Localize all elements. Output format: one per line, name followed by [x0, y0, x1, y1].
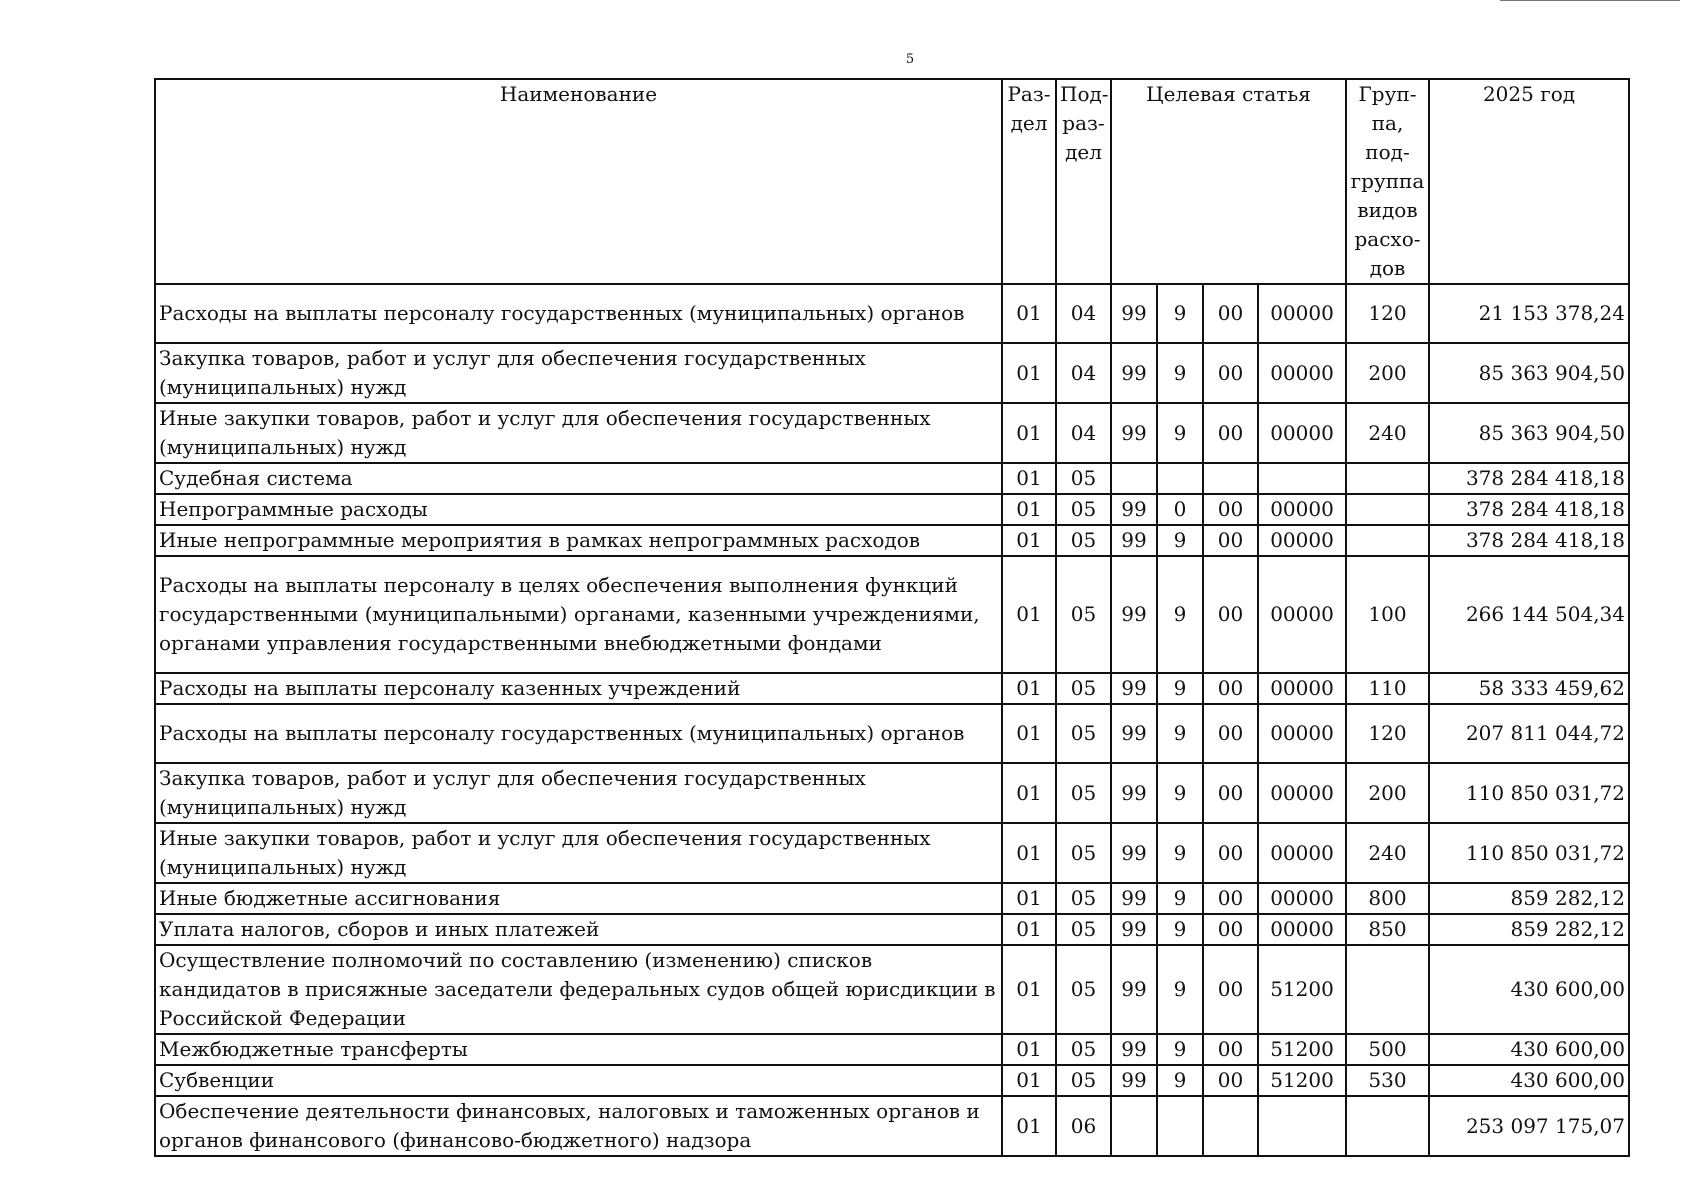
- row-section: 01: [1002, 284, 1056, 343]
- row-target-program: [1111, 463, 1157, 494]
- table-row: [155, 883, 1629, 914]
- row-amount: 378 284 418,18: [1429, 494, 1629, 525]
- row-target-main-event: 00: [1203, 883, 1258, 914]
- row-name: Иные закупки товаров, работ и услуг для обеспечения государственных (муниципальных) нужд: [155, 823, 1002, 883]
- row-section: 01: [1002, 1065, 1056, 1096]
- row-target-subprogram: 9: [1157, 673, 1203, 704]
- row-section: 01: [1002, 403, 1056, 463]
- page-number: 5: [905, 52, 915, 67]
- row-target-program: 99: [1111, 556, 1157, 673]
- row-target-direction: [1258, 463, 1346, 494]
- row-subsection: 05: [1056, 494, 1111, 525]
- row-subsection: 05: [1056, 883, 1111, 914]
- row-subsection: 05: [1056, 673, 1111, 704]
- row-amount: 430 600,00: [1429, 1034, 1629, 1065]
- table-row: [155, 945, 1629, 1034]
- header-section: Раз- дел: [1002, 79, 1056, 284]
- row-amount: 21 153 378,24: [1429, 284, 1629, 343]
- row-expense-group: 530: [1346, 1065, 1429, 1096]
- table-row: [155, 494, 1629, 525]
- row-expense-group: 100: [1346, 556, 1429, 673]
- row-expense-group: [1346, 525, 1429, 556]
- row-target-subprogram: 9: [1157, 284, 1203, 343]
- row-section: 01: [1002, 704, 1056, 763]
- header-row: [155, 79, 1629, 284]
- row-target-direction: 00000: [1258, 883, 1346, 914]
- row-target-subprogram: 9: [1157, 556, 1203, 673]
- row-target-program: 99: [1111, 525, 1157, 556]
- row-subsection: 05: [1056, 556, 1111, 673]
- table-row: [155, 1096, 1629, 1156]
- row-section: 01: [1002, 823, 1056, 883]
- row-target-main-event: 00: [1203, 525, 1258, 556]
- row-target-subprogram: [1157, 463, 1203, 494]
- row-section: 01: [1002, 673, 1056, 704]
- row-target-direction: 00000: [1258, 556, 1346, 673]
- row-target-main-event: 00: [1203, 945, 1258, 1034]
- row-expense-group: 110: [1346, 673, 1429, 704]
- table-row: [155, 823, 1629, 883]
- row-name: Субвенции: [155, 1065, 1002, 1096]
- row-amount: 378 284 418,18: [1429, 463, 1629, 494]
- row-target-subprogram: 9: [1157, 1034, 1203, 1065]
- row-section: 01: [1002, 556, 1056, 673]
- row-target-main-event: 00: [1203, 494, 1258, 525]
- row-subsection: 05: [1056, 463, 1111, 494]
- row-section: 01: [1002, 1096, 1056, 1156]
- row-target-main-event: 00: [1203, 1065, 1258, 1096]
- table-row: [155, 763, 1629, 823]
- table-row: [155, 556, 1629, 673]
- row-subsection: 05: [1056, 763, 1111, 823]
- row-target-subprogram: 9: [1157, 763, 1203, 823]
- row-target-program: 99: [1111, 673, 1157, 704]
- row-subsection: 05: [1056, 704, 1111, 763]
- table-row: [155, 343, 1629, 403]
- row-name: Закупка товаров, работ и услуг для обеспечения государственных (муниципальных) нужд: [155, 343, 1002, 403]
- row-expense-group: 200: [1346, 343, 1429, 403]
- row-target-direction: 51200: [1258, 945, 1346, 1034]
- row-target-program: 99: [1111, 883, 1157, 914]
- row-amount: 253 097 175,07: [1429, 1096, 1629, 1156]
- row-target-subprogram: 9: [1157, 883, 1203, 914]
- row-expense-group: [1346, 1096, 1429, 1156]
- row-target-program: 99: [1111, 1034, 1157, 1065]
- row-section: 01: [1002, 763, 1056, 823]
- row-name: Иные бюджетные ассигнования: [155, 883, 1002, 914]
- row-target-program: [1111, 1096, 1157, 1156]
- row-target-program: 99: [1111, 763, 1157, 823]
- row-amount: 266 144 504,34: [1429, 556, 1629, 673]
- row-section: 01: [1002, 463, 1056, 494]
- row-target-subprogram: 9: [1157, 823, 1203, 883]
- row-expense-group: 120: [1346, 704, 1429, 763]
- row-name: Иные непрограммные мероприятия в рамках непрограммных расходов: [155, 525, 1002, 556]
- row-amount: 110 850 031,72: [1429, 823, 1629, 883]
- row-target-direction: 00000: [1258, 673, 1346, 704]
- row-target-subprogram: 9: [1157, 403, 1203, 463]
- row-subsection: 05: [1056, 945, 1111, 1034]
- table-row: [155, 1065, 1629, 1096]
- row-target-program: 99: [1111, 284, 1157, 343]
- row-name: Закупка товаров, работ и услуг для обеспечения государственных (муниципальных) нужд: [155, 763, 1002, 823]
- row-amount: 430 600,00: [1429, 1065, 1629, 1096]
- row-name: Обеспечение деятельности финансовых, налоговых и таможенных органов и органов финансового (финансово-бюджетного) надзора: [155, 1096, 1002, 1156]
- row-section: 01: [1002, 883, 1056, 914]
- budget-table: [154, 78, 1630, 1157]
- row-target-program: 99: [1111, 494, 1157, 525]
- table-row: [155, 403, 1629, 463]
- table-row: [155, 284, 1629, 343]
- row-expense-group: 500: [1346, 1034, 1429, 1065]
- row-target-direction: 00000: [1258, 403, 1346, 463]
- header-expense-group: Груп- па, под- группа видов расхо- дов: [1346, 79, 1429, 284]
- row-name: Расходы на выплаты персоналу государственных (муниципальных) органов: [155, 704, 1002, 763]
- row-expense-group: 240: [1346, 403, 1429, 463]
- row-target-direction: 00000: [1258, 525, 1346, 556]
- row-target-program: 99: [1111, 823, 1157, 883]
- row-name: Расходы на выплаты персоналу в целях обеспечения выполнения функций государственными (муниципальными) органами, казенными учреждениями, органами управления государственными внебюджетными фондами: [155, 556, 1002, 673]
- row-subsection: 04: [1056, 284, 1111, 343]
- row-target-subprogram: 9: [1157, 945, 1203, 1034]
- row-amount: 58 333 459,62: [1429, 673, 1629, 704]
- table-row: [155, 1034, 1629, 1065]
- table-row: [155, 704, 1629, 763]
- row-amount: 110 850 031,72: [1429, 763, 1629, 823]
- row-subsection: 06: [1056, 1096, 1111, 1156]
- row-amount: 85 363 904,50: [1429, 403, 1629, 463]
- row-expense-group: [1346, 463, 1429, 494]
- row-target-main-event: 00: [1203, 403, 1258, 463]
- row-section: 01: [1002, 1034, 1056, 1065]
- row-expense-group: 240: [1346, 823, 1429, 883]
- row-subsection: 05: [1056, 914, 1111, 945]
- row-expense-group: [1346, 945, 1429, 1034]
- row-amount: 430 600,00: [1429, 945, 1629, 1034]
- row-target-direction: 00000: [1258, 704, 1346, 763]
- row-target-direction: 51200: [1258, 1034, 1346, 1065]
- row-amount: 859 282,12: [1429, 883, 1629, 914]
- row-expense-group: 120: [1346, 284, 1429, 343]
- row-target-main-event: 00: [1203, 284, 1258, 343]
- row-target-direction: 00000: [1258, 494, 1346, 525]
- row-target-main-event: [1203, 463, 1258, 494]
- row-target-program: 99: [1111, 914, 1157, 945]
- header-year: 2025 год: [1429, 79, 1629, 284]
- row-section: 01: [1002, 525, 1056, 556]
- row-subsection: 05: [1056, 1065, 1111, 1096]
- row-amount: 378 284 418,18: [1429, 525, 1629, 556]
- row-target-main-event: 00: [1203, 343, 1258, 403]
- header-name: Наименование: [155, 79, 1002, 284]
- row-expense-group: 850: [1346, 914, 1429, 945]
- header-target-article: Целевая статья: [1111, 79, 1346, 284]
- row-expense-group: [1346, 494, 1429, 525]
- row-target-main-event: 00: [1203, 823, 1258, 883]
- row-target-direction: [1258, 1096, 1346, 1156]
- row-name: Уплата налогов, сборов и иных платежей: [155, 914, 1002, 945]
- row-name: Непрограммные расходы: [155, 494, 1002, 525]
- row-expense-group: 800: [1346, 883, 1429, 914]
- row-target-subprogram: 9: [1157, 914, 1203, 945]
- row-target-program: 99: [1111, 343, 1157, 403]
- row-name: Расходы на выплаты персоналу казенных учреждений: [155, 673, 1002, 704]
- row-section: 01: [1002, 343, 1056, 403]
- row-target-main-event: 00: [1203, 704, 1258, 763]
- row-subsection: 05: [1056, 1034, 1111, 1065]
- row-expense-group: 200: [1346, 763, 1429, 823]
- row-name: Расходы на выплаты персоналу государственных (муниципальных) органов: [155, 284, 1002, 343]
- row-target-program: 99: [1111, 1065, 1157, 1096]
- row-section: 01: [1002, 945, 1056, 1034]
- row-name: Судебная система: [155, 463, 1002, 494]
- row-target-subprogram: [1157, 1096, 1203, 1156]
- row-amount: 85 363 904,50: [1429, 343, 1629, 403]
- row-target-subprogram: 9: [1157, 525, 1203, 556]
- row-section: 01: [1002, 914, 1056, 945]
- header-subsection: Под- раз- дел: [1056, 79, 1111, 284]
- row-target-program: 99: [1111, 403, 1157, 463]
- row-target-direction: 00000: [1258, 763, 1346, 823]
- row-target-direction: 00000: [1258, 914, 1346, 945]
- row-target-main-event: 00: [1203, 763, 1258, 823]
- row-target-program: 99: [1111, 945, 1157, 1034]
- row-target-main-event: 00: [1203, 556, 1258, 673]
- row-subsection: 05: [1056, 823, 1111, 883]
- table-row: [155, 463, 1629, 494]
- row-target-subprogram: 0: [1157, 494, 1203, 525]
- row-subsection: 04: [1056, 343, 1111, 403]
- row-target-direction: 00000: [1258, 284, 1346, 343]
- row-target-main-event: [1203, 1096, 1258, 1156]
- row-amount: 207 811 044,72: [1429, 704, 1629, 763]
- top-edge-rule: [1500, 0, 1680, 1]
- row-target-main-event: 00: [1203, 914, 1258, 945]
- row-target-subprogram: 9: [1157, 1065, 1203, 1096]
- row-subsection: 05: [1056, 525, 1111, 556]
- row-target-direction: 00000: [1258, 343, 1346, 403]
- row-amount: 859 282,12: [1429, 914, 1629, 945]
- row-target-direction: 00000: [1258, 823, 1346, 883]
- row-name: Межбюджетные трансферты: [155, 1034, 1002, 1065]
- row-target-program: 99: [1111, 704, 1157, 763]
- table-row: [155, 525, 1629, 556]
- row-target-subprogram: 9: [1157, 704, 1203, 763]
- row-name: Осуществление полномочий по составлению (изменению) списков кандидатов в присяжные заседатели федеральных судов общей юрисдикции в Российской Федерации: [155, 945, 1002, 1034]
- row-target-main-event: 00: [1203, 673, 1258, 704]
- row-target-direction: 51200: [1258, 1065, 1346, 1096]
- table-row: [155, 914, 1629, 945]
- row-name: Иные закупки товаров, работ и услуг для обеспечения государственных (муниципальных) нужд: [155, 403, 1002, 463]
- table-row: [155, 673, 1629, 704]
- row-section: 01: [1002, 494, 1056, 525]
- row-target-main-event: 00: [1203, 1034, 1258, 1065]
- row-subsection: 04: [1056, 403, 1111, 463]
- row-target-subprogram: 9: [1157, 343, 1203, 403]
